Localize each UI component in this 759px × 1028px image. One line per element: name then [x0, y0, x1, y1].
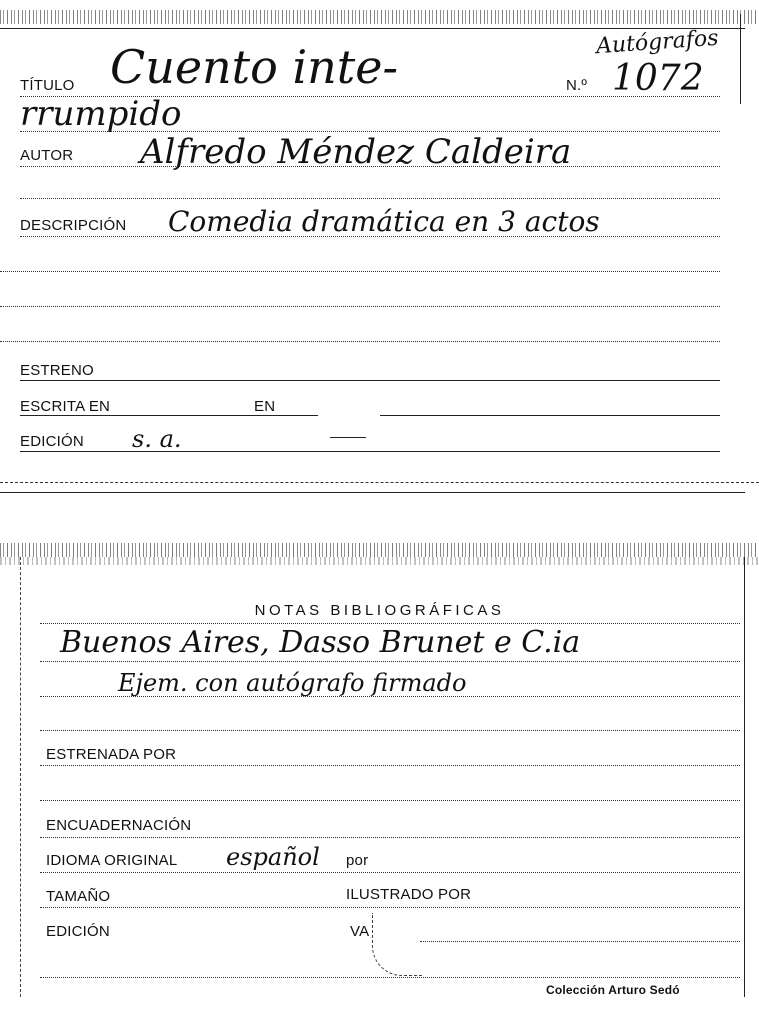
escrita-en-rule — [20, 415, 318, 416]
descripcion-rule-4 — [0, 341, 720, 342]
bottom-scan-noise-2 — [0, 557, 759, 565]
edicion-bottom-rule-2 — [40, 977, 740, 978]
numero-value: 1072 — [612, 58, 704, 99]
bottom-card — [0, 495, 759, 1028]
idioma-original-value: español — [226, 843, 320, 871]
escrita-en-label: ESCRITA EN — [20, 398, 111, 415]
en-label: EN — [254, 398, 276, 415]
autor-rule-2 — [20, 198, 720, 199]
edicion-label: EDICIÓN — [20, 433, 84, 450]
bottom-card-right-edge — [744, 557, 745, 997]
notas-rule — [40, 623, 740, 624]
notas-line2: Ejem. con autógrafo firmado — [118, 669, 467, 697]
top-card-bottom-edge — [0, 482, 759, 483]
autor-label: AUTOR — [20, 147, 74, 164]
ilustrado-por-label: ILUSTRADO POR — [346, 886, 472, 903]
titulo-value-line1: Cuento inte- — [110, 40, 399, 94]
autor-value: Alfredo Méndez Caldeira — [140, 132, 572, 172]
notas-title: NOTAS BIBLIOGRÁFICAS — [254, 602, 505, 619]
top-card — [0, 0, 759, 495]
notas-rule-4 — [40, 730, 740, 731]
tamano-label: TAMAÑO — [46, 888, 111, 905]
edicion-rule — [20, 451, 720, 452]
estrenada-por-label: ESTRENADA POR — [46, 746, 177, 763]
escrita-en-rule-2 — [380, 415, 720, 416]
descripcion-value: Comedia dramática en 3 actos — [168, 205, 600, 238]
descripcion-rule-3 — [0, 306, 720, 307]
paper-tear — [372, 913, 423, 976]
estrenada-por-rule-2 — [40, 800, 740, 801]
corner-note: Autógrafos — [595, 25, 720, 60]
autor-rule — [20, 166, 720, 167]
edicion-value: s. a. — [132, 425, 182, 453]
idioma-rule — [40, 872, 740, 873]
bottom-card-left-edge — [20, 557, 21, 997]
por-label: por — [346, 852, 369, 869]
bottom-scan-noise — [0, 543, 759, 557]
va-label: VA — [350, 923, 370, 940]
top-card-fold — [0, 492, 745, 493]
edicion-dash — [330, 437, 366, 438]
tamano-rule — [40, 907, 740, 908]
encuadernacion-label: ENCUADERNACIÓN — [46, 817, 192, 834]
encuadernacion-rule — [40, 837, 740, 838]
descripcion-rule — [20, 236, 720, 237]
idioma-original-label: IDIOMA ORIGINAL — [46, 852, 178, 869]
descripcion-rule-2 — [0, 271, 720, 272]
estrenada-por-rule — [40, 765, 740, 766]
edicion-bottom-label: EDICIÓN — [46, 923, 110, 940]
numero-label: N.º — [566, 77, 588, 94]
notas-rule-3 — [40, 696, 740, 697]
estreno-rule — [20, 380, 720, 381]
notas-rule-2 — [40, 661, 740, 662]
top-scan-noise — [0, 10, 759, 24]
edicion-bottom-rule — [420, 941, 740, 942]
coleccion-label: Colección Arturo Sedó — [546, 983, 680, 997]
notas-line1: Buenos Aires, Dasso Brunet e C.ia — [60, 625, 581, 660]
titulo-value-line2: rrumpido — [20, 94, 182, 134]
descripcion-label: DESCRIPCIÓN — [20, 217, 127, 234]
top-card-top-edge — [0, 28, 745, 29]
estreno-label: ESTRENO — [20, 362, 94, 379]
titulo-label: TÍTULO — [20, 77, 75, 94]
